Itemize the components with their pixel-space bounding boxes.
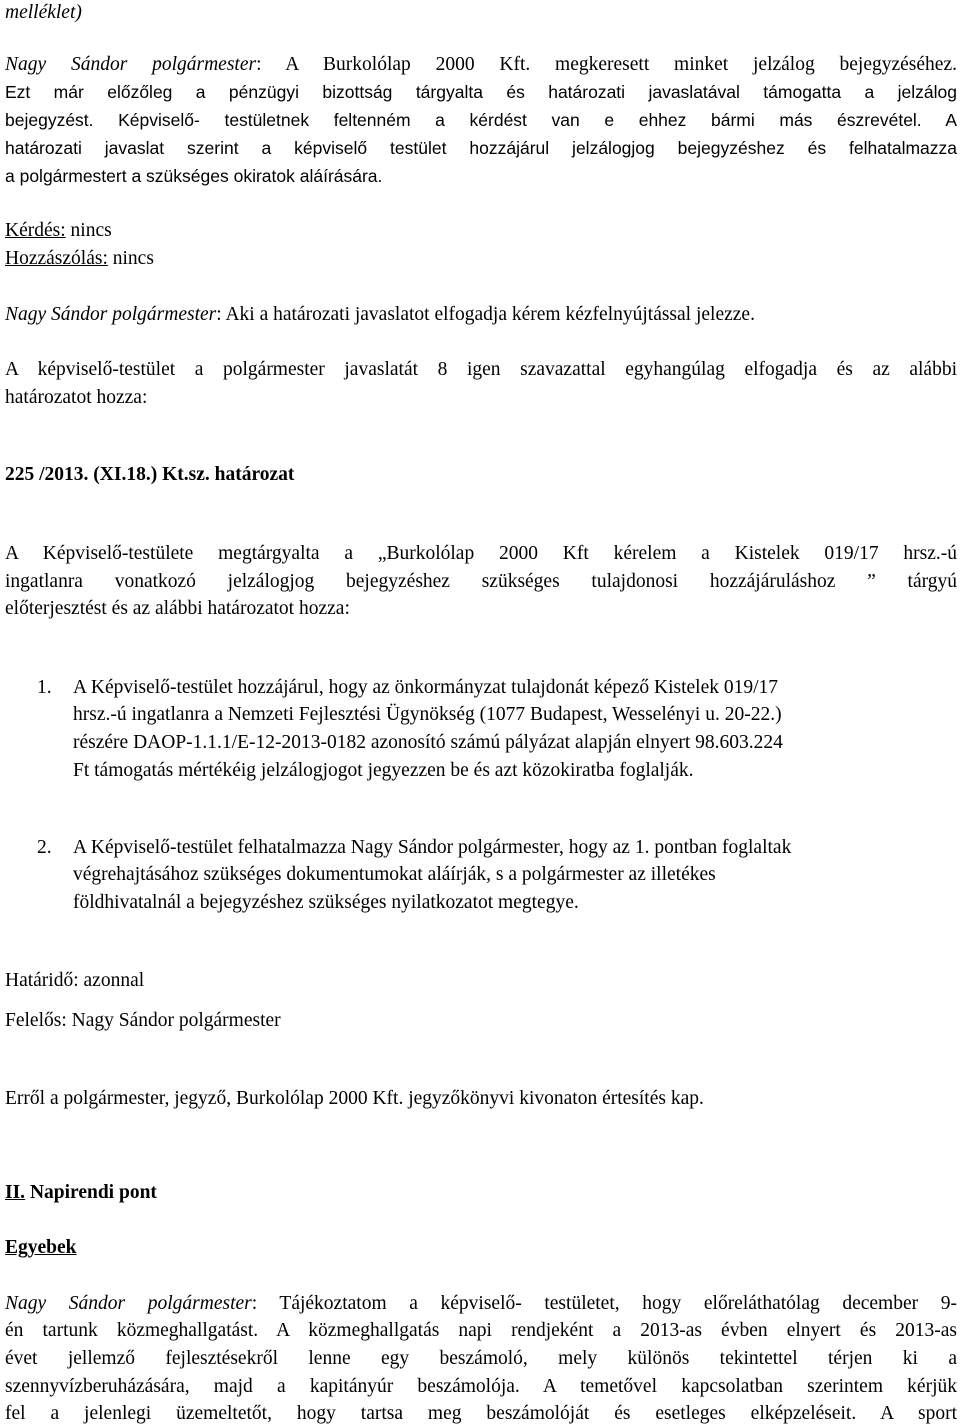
paragraph-line: bejegyzést. Képviselő- testületnek feltenném a kérdést van e ehhez bármi más észrevétel. A xyxy=(5,110,957,130)
comments-line xyxy=(5,249,154,269)
item-line: részére DAOP-1.1.1/E-12-2013-0182 azonosító számú pályázat alapján elnyert 98.603.224 xyxy=(73,732,783,753)
item-number: 1. xyxy=(37,677,52,698)
paragraph-vote-call xyxy=(5,305,755,325)
line-text: : Aki a határozati javaslatot elfogadja kérem kézfelnyújtással jelezze. xyxy=(216,304,755,325)
speaker-name: Nagy Sándor polgármester xyxy=(5,1293,252,1314)
line-text: : Tájékoztatom a képviselő- testületet, hogy előreláthatólag december 9- xyxy=(251,1293,957,1314)
item-line: végrehajtásához szükséges dokumentumokat aláírják, s a polgármester az illetékes xyxy=(73,864,716,885)
questions-label: Kérdés: xyxy=(5,220,66,241)
item-line: földhivatalnál a bejegyzéshez szükséges nyilatkozatot megtegye. xyxy=(73,892,579,913)
paragraph-line: fel a jelenlegi üzemeltetőt, hogy tartsa meg beszámolóját és esetleges elképzeléseit. A sport xyxy=(5,1403,957,1424)
paragraph-line: szennyvízberuházására, majd a kapitányúr beszámolója. A temetővel kapcsolatban szerintem kérjük xyxy=(5,1376,957,1397)
deadline-label: Határidő: xyxy=(5,970,79,991)
responsible-line xyxy=(5,1011,281,1031)
paragraph-line: határozatot hozza: xyxy=(5,387,148,408)
paragraph-line xyxy=(5,1294,957,1314)
comments-value: nincs xyxy=(107,248,154,269)
agenda-subtitle: Egyebek xyxy=(5,1237,77,1258)
paragraph-line: ingatlanra vonatkozó jelzálogjog bejegyzéshez szükséges tulajdonosi hozzájáruláshoz ” tárgyú xyxy=(5,571,957,592)
speaker-name: Nagy Sándor polgármester xyxy=(5,304,217,325)
responsible-label: Felelős: xyxy=(5,1010,67,1031)
paragraph-line: Ezt már előzőleg a pénzügyi bizottság tárgyalta és határozati javaslatával támogatta a jelzálog xyxy=(5,82,957,102)
agenda-item-heading xyxy=(5,1183,157,1203)
paragraph-line xyxy=(5,55,957,75)
deadline-value: azonnal xyxy=(78,970,145,991)
paragraph-line: én tartunk közmeghallgatást. A közmeghallgatás napi rendjeként a 2013-as évben elnyert és 2013-as xyxy=(5,1320,957,1341)
paragraph-line: A Képviselő-testülete megtárgyalta a „Burkolólap 2000 Kft kérelem a Kistelek 019/17 hrsz.-ú xyxy=(5,543,957,564)
item-number: 2. xyxy=(37,837,52,858)
notification-line: Erről a polgármester, jegyző, Burkolólap 2000 Kft. jegyzőkönyvi kivonaton értesítés kap. xyxy=(5,1088,704,1109)
item-line: A Képviselő-testület felhatalmazza Nagy Sándor polgármester, hogy az 1. pontban foglaltak xyxy=(73,837,792,858)
paragraph-line: határozati javaslat szerint a képviselő testület hozzájárul jelzálogjog bejegyzéshez és felhatalmazza xyxy=(5,138,957,158)
questions-value: nincs xyxy=(65,220,112,241)
item-line: A Képviselő-testület hozzájárul, hogy az önkormányzat tulajdonát képező Kistelek 019/17 xyxy=(73,677,779,698)
deadline-line xyxy=(5,971,144,991)
comments-label: Hozzászólás: xyxy=(5,248,108,269)
paragraph-line: évet jellemző fejlesztésekről lenne egy beszámoló, mely különös tekintettel térjen ki a xyxy=(5,1348,957,1369)
line-text: : A Burkolólap 2000 Kft. megkeresett minket jelzálog bejegyzéséhez. xyxy=(256,54,957,75)
page-fragment-heading: melléklet) xyxy=(5,2,82,23)
paragraph-line: előterjesztést és az alábbi határozatot hozza: xyxy=(5,598,350,619)
questions-line xyxy=(5,221,112,241)
item-line: hrsz.-ú ingatlanra a Nemzeti Fejlesztési Ügynökség (1077 Budapest, Wesselényi u. 20-22.) xyxy=(73,704,782,725)
item-line: Ft támogatás mértékéig jelzálogjogot jegyezzen be és azt közokiratba foglalják. xyxy=(73,760,694,781)
speaker-name: Nagy Sándor polgármester xyxy=(5,54,257,75)
responsible-value: Nagy Sándor polgármester xyxy=(66,1010,281,1031)
agenda-title: Napirendi pont xyxy=(25,1182,157,1203)
paragraph-line: A képviselő-testület a polgármester javaslatát 8 igen szavazattal egyhangúlag elfogadja és az alábbi xyxy=(5,359,957,380)
paragraph-line: a polgármestert a szükséges okiratok aláírására. xyxy=(5,166,383,186)
agenda-number: II. xyxy=(5,1182,26,1203)
resolution-title: 225 /2013. (XI.18.) Kt.sz. határozat xyxy=(5,464,295,485)
